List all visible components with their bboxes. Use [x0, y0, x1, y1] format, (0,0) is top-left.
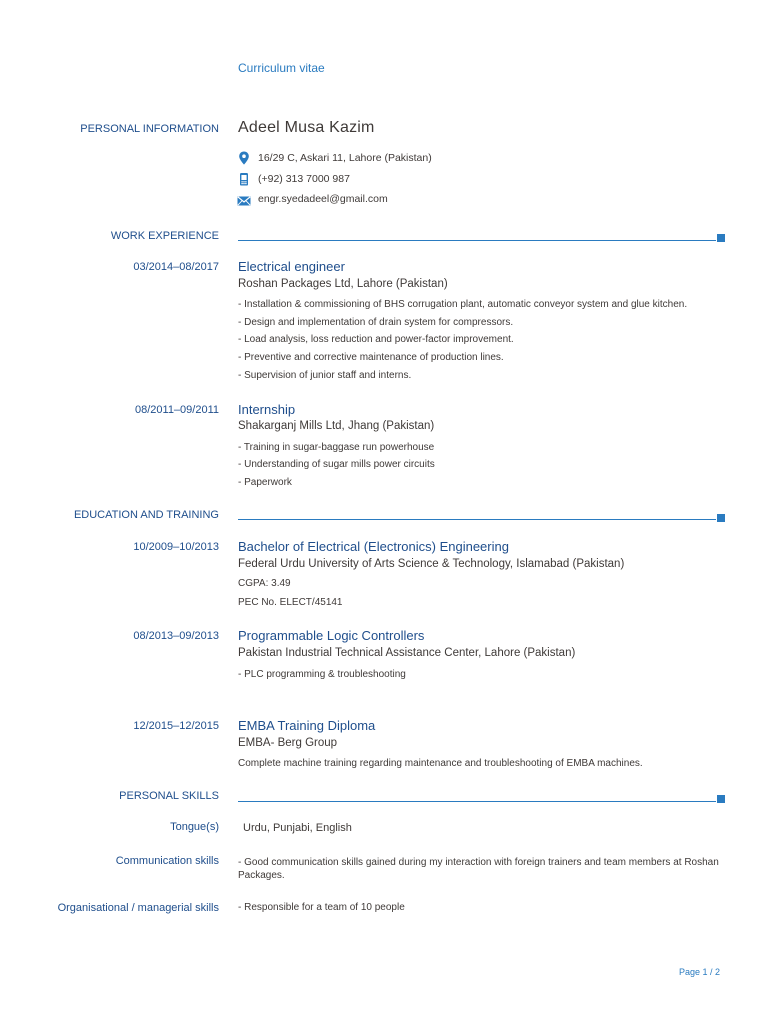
entry-organisation: EMBA- Berg Group — [238, 737, 338, 749]
entry-organisation: Federal Urdu University of Arts Science & Technology, Islamabad (Pakistan) — [238, 558, 625, 570]
entry-detail: - Training in sugar-baggase run powerhouse — [238, 442, 435, 453]
entry-dates: 08/2013–09/2013 — [133, 630, 219, 642]
page-number: Page 1 / 2 — [679, 967, 721, 977]
entry-dates: 03/2014–08/2017 — [133, 261, 219, 273]
entry-title: EMBA Training Diploma — [238, 718, 376, 733]
entry-detail: - Supervision of junior staff and interns. — [238, 370, 412, 381]
managerial-skills-label: Organisational / managerial skills — [57, 902, 219, 914]
tongue-value: Urdu, Punjabi, English — [243, 822, 352, 834]
entry-detail: - PLC programming & troubleshooting — [238, 669, 406, 680]
communication-skills-label: Communication skills — [115, 855, 219, 867]
address-text: 16/29 C, Askari 11, Lahore (Pakistan) — [258, 152, 432, 164]
managerial-skills-value: - Responsible for a team of 10 people — [238, 902, 405, 913]
section-label-personal-information: PERSONAL INFORMATION — [80, 123, 219, 135]
email-link[interactable]: engr.syedadeel@gmail.com — [258, 193, 388, 205]
envelope-icon — [237, 194, 251, 208]
entry-detail: - Preventive and corrective maintenance of production lines. — [238, 352, 504, 363]
entry-detail: - Installation & commissioning of BHS corrugation plant, automatic conveyor system and glue kitchen. — [238, 299, 688, 310]
entry-detail: CGPA: 3.49 — [238, 578, 291, 589]
entry-detail: PEC No. ELECT/45141 — [238, 597, 343, 608]
entry-title: Bachelor of Electrical (Electronics) Engineering — [238, 539, 509, 554]
entry-title: Internship — [238, 402, 296, 417]
entry-detail: - Paperwork — [238, 477, 292, 488]
entry-detail: - Design and implementation of drain system for compressors. — [238, 317, 514, 328]
entry-dates: 08/2011–09/2011 — [134, 404, 219, 416]
person-name: Adeel Musa Kazim — [238, 119, 375, 136]
entry-title: Electrical engineer — [238, 259, 345, 274]
entry-title: Programmable Logic Controllers — [238, 628, 425, 643]
entry-detail: - Load analysis, loss reduction and power-factor improvement. — [238, 334, 514, 345]
tongue-label: Tongue(s) — [170, 821, 219, 833]
section-divider-marker — [717, 234, 725, 242]
section-divider — [238, 801, 716, 802]
cv-title: Curriculum vitae — [238, 61, 325, 75]
section-label-education-and-training: EDUCATION AND TRAINING — [73, 509, 219, 521]
section-label-personal-skills: PERSONAL SKILLS — [119, 790, 219, 802]
entry-organisation: Pakistan Industrial Technical Assistance Center, Lahore (Pakistan) — [238, 647, 576, 659]
location-pin-icon — [237, 151, 251, 165]
mobile-phone-icon — [237, 172, 251, 186]
section-label-work-experience: WORK EXPERIENCE — [110, 230, 219, 242]
entry-dates: 12/2015–12/2015 — [133, 720, 219, 732]
section-divider — [238, 240, 716, 241]
entry-organisation: Roshan Packages Ltd, Lahore (Pakistan) — [238, 278, 448, 290]
section-divider-marker — [717, 514, 725, 522]
entry-dates: 10/2009–10/2013 — [133, 541, 219, 553]
section-divider-marker — [717, 795, 725, 803]
phone-text: (+92) 313 7000 987 — [258, 173, 350, 185]
communication-skills-value: - Good communication skills gained during my interaction with foreign trainers and team members at Roshan Packages. — [238, 857, 719, 881]
section-divider — [238, 519, 716, 520]
entry-organisation: Shakarganj Mills Ltd, Jhang (Pakistan) — [238, 420, 435, 432]
entry-detail: Complete machine training regarding maintenance and troubleshooting of EMBA machines. — [238, 758, 643, 769]
entry-detail: - Understanding of sugar mills power circuits — [238, 459, 435, 470]
